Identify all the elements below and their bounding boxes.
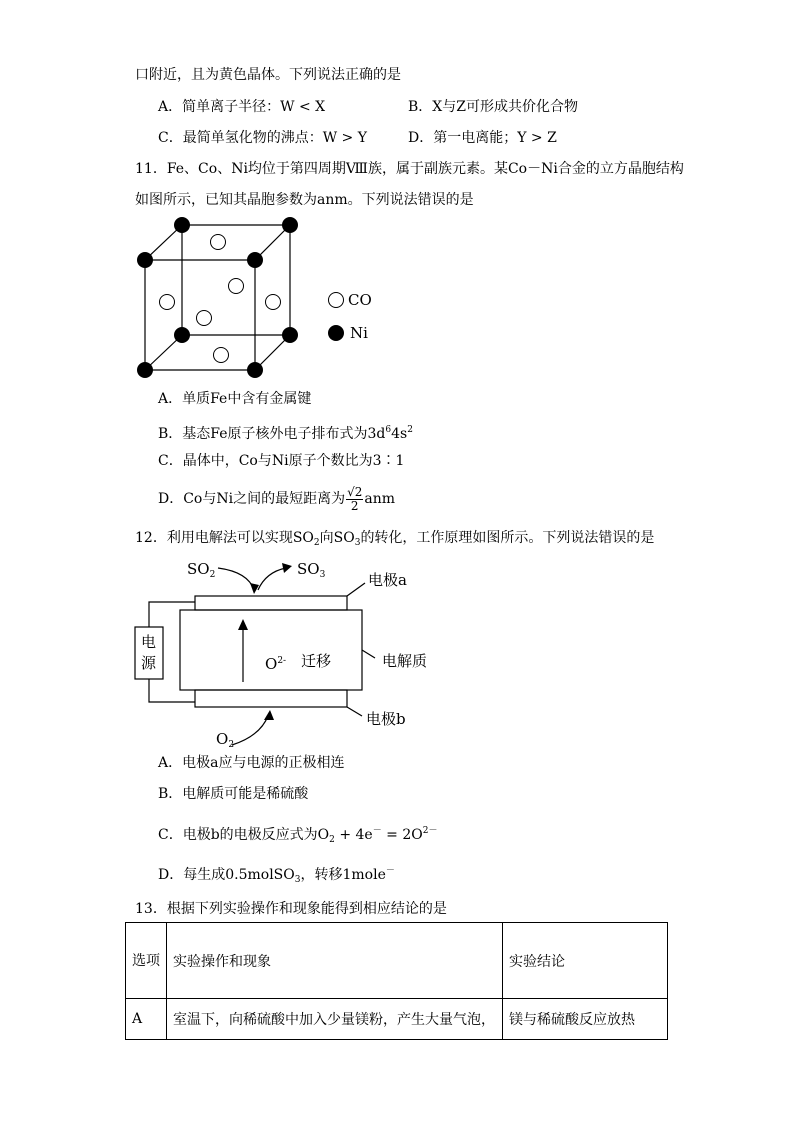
oxide-ion-label: $O^{2-}$ (265, 655, 287, 673)
legend-ni-symbol (328, 325, 344, 341)
q10-intro: 口附近，且为黄色晶体。下列说法正确的是 (135, 67, 401, 83)
co-atom (211, 235, 226, 250)
q10-option-d: D．第一电离能；Y > Z (408, 130, 557, 146)
experiment-table (125, 922, 668, 1040)
co-atom (229, 279, 244, 294)
header-operation: 实验操作和现象 (167, 923, 503, 999)
q12-electrolysis-diagram (0, 0, 400, 200)
ni-atom (282, 327, 298, 343)
co-atom (214, 348, 229, 363)
row-a-conclusion: 镁与稀硫酸反应放热 (503, 999, 668, 1040)
q12-stem: 12．利用电解法可以实现$SO_2$向$SO_3$的转化，工作原理如图所示。下列说法错误的是 (135, 530, 655, 548)
so3-label: $SO_3$ (297, 560, 326, 580)
q12-option-c: C．电极b的电极反应式为$O_2 + 4e^- = 2O^{2-}$ (158, 826, 438, 845)
ni-atom (137, 362, 153, 378)
q11-option-a: A．单质Fe中含有金属键 (158, 391, 312, 407)
electrode-b-label: 电极b (366, 710, 406, 728)
so2-label: $SO_2$ (187, 560, 216, 580)
table-header-row (126, 923, 668, 999)
electrode-a-label: 电极a (368, 571, 407, 589)
row-a-operation: 室温下，向稀硫酸中加入少量镁粉，产生大量气泡， (167, 999, 503, 1040)
q11-option-c: C．晶体中，Co与Ni原子个数比为3∶1 (158, 453, 405, 469)
q12-option-d: D．每生成0.5molSO$_3$，转移1mole－ (158, 866, 395, 885)
co-atom (266, 295, 281, 310)
header-conclusion: 实验结论 (503, 923, 668, 999)
o2-label: $O_2$ (216, 730, 235, 750)
q11-stem-line2: 如图所示，已知其晶胞参数为anm。下列说法错误的是 (135, 192, 474, 208)
q10-option-b: B．X与Z可形成共价化合物 (408, 99, 578, 115)
electrolyte-label: 电解质 (382, 652, 428, 670)
q11-option-d: D．Co与Ni之间的最短距离为 $\frac{√2}{2}$ anm (158, 484, 396, 513)
ni-atom (247, 252, 263, 268)
q10-option-a: A．简单离子半径：W < X (158, 99, 326, 115)
sqrt2-over-2-fraction: $\frac{√2}{2}$ (347, 484, 363, 513)
q12-option-a: A．电极a应与电源的正极相连 (158, 755, 345, 771)
ni-atom (247, 362, 263, 378)
legend-co-label: CO (348, 291, 372, 309)
ni-atom (174, 327, 190, 343)
q12-option-b: B．电解质可能是稀硫酸 (158, 786, 309, 802)
header-option: 选项 (126, 923, 167, 999)
ni-atom (137, 252, 153, 268)
q13-stem: 13．根据下列实验操作和现象能得到相应结论的是 (135, 901, 447, 917)
row-a-option: A (126, 999, 167, 1040)
legend-co-symbol (329, 293, 344, 308)
power-label-2: 源 (141, 654, 157, 672)
legend-ni-label: Ni (350, 324, 368, 342)
power-label-1: 电 (141, 633, 157, 651)
q10-option-c: C．最简单氢化物的沸点：W > Y (158, 130, 367, 146)
table-row (126, 999, 668, 1040)
co-atom (160, 295, 175, 310)
ni-atom (282, 217, 298, 233)
migrate-label: 迁移 (301, 652, 332, 670)
co-atom (197, 311, 212, 326)
q11-stem-line1: 11．Fe、Co、Ni均位于第四周期Ⅷ族，属于副族元素。某Co－Ni合金的立方晶胞结构 (135, 161, 684, 177)
ni-atom (174, 217, 190, 233)
q11-option-b: B．基态Fe原子核外电子排布式为$3d^64s^2$ (158, 425, 413, 442)
